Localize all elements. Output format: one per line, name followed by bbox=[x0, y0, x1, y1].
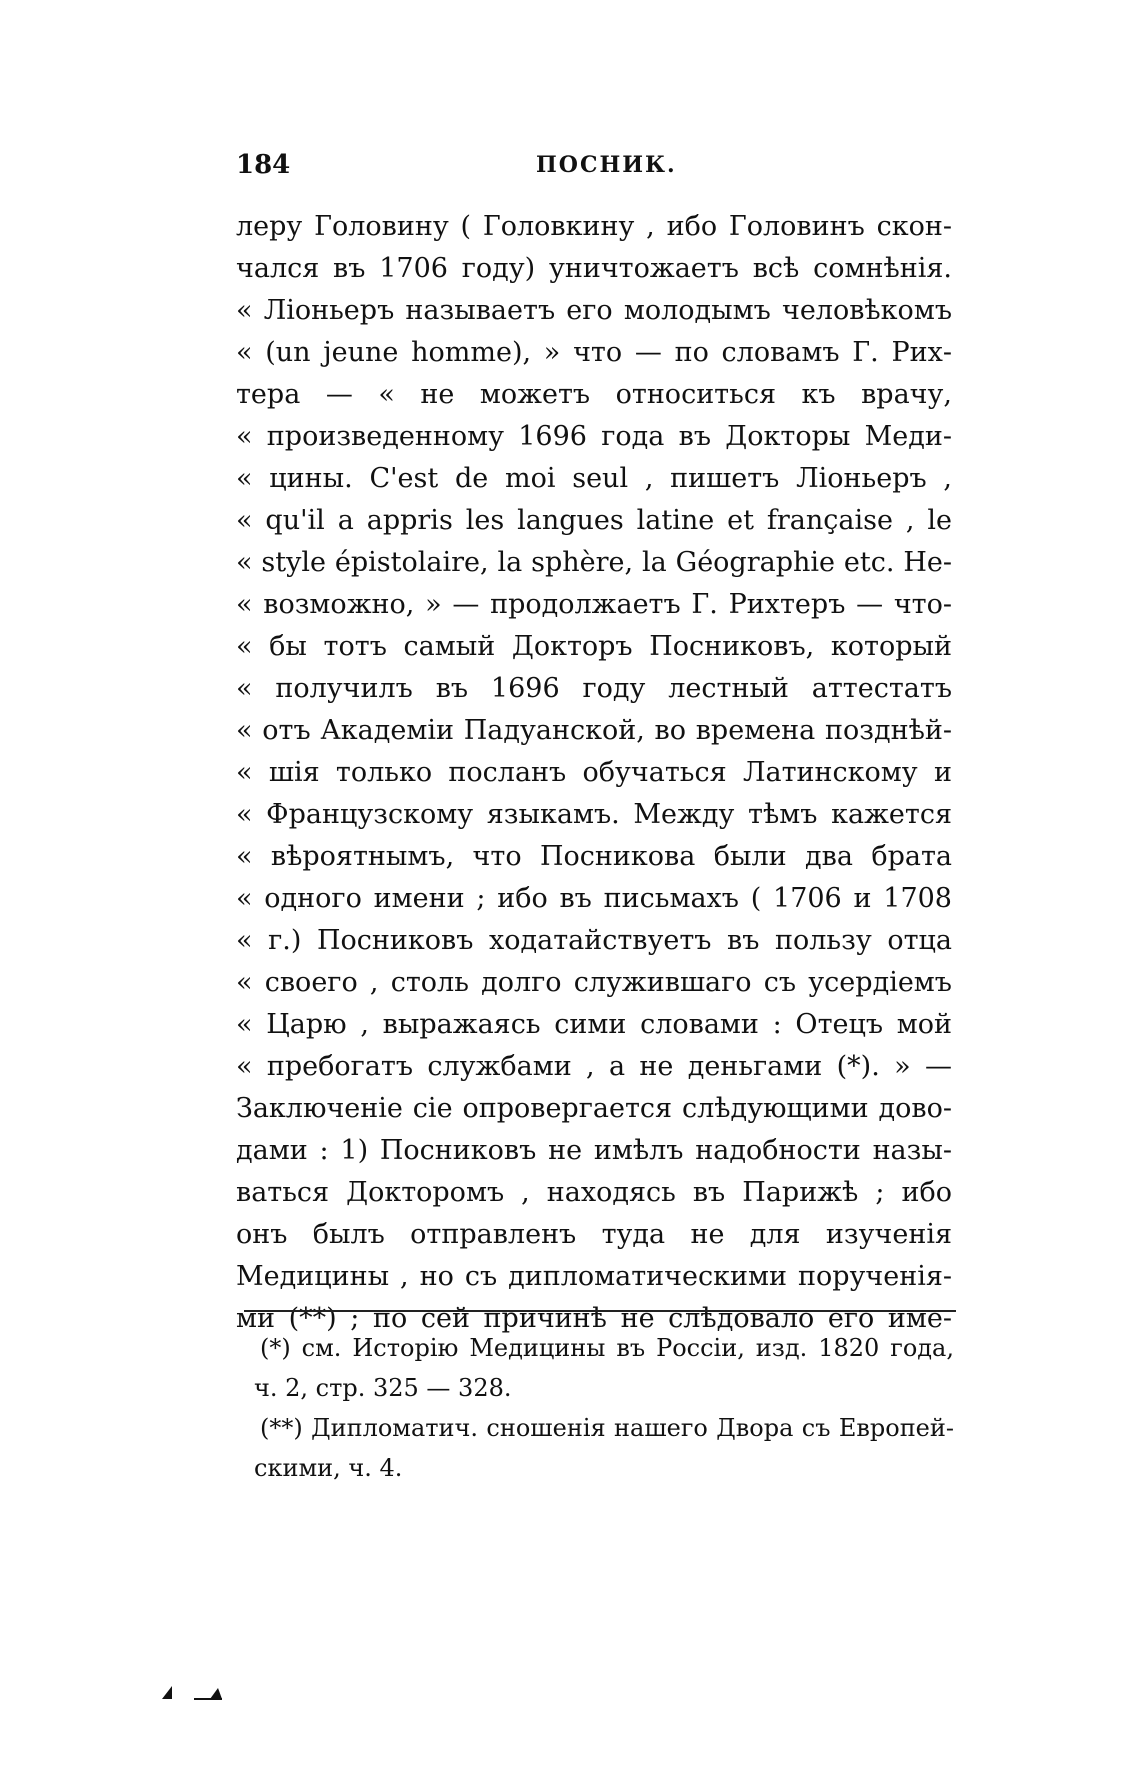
text-line: « пребогатъ службами , а не деньгами (*). » — bbox=[236, 1051, 952, 1082]
text-line: дами : 1) Посниковъ не имѣлъ надобности назы- bbox=[236, 1135, 952, 1166]
text-line: « Французскому языкамъ. Между тѣмъ кажется bbox=[236, 799, 952, 830]
text-line: « бы тотъ самый Докторъ Посниковъ, который bbox=[236, 631, 952, 662]
text-line: « г.) Посниковъ ходатайствуетъ въ пользу отца bbox=[236, 925, 952, 956]
text-line: « style épistolaire, la sphère, la Géographie etc. Не- bbox=[236, 547, 952, 578]
text-line: чался въ 1706 году) уничтожаетъ всѣ сомнѣнія. bbox=[236, 253, 952, 284]
text-line: « получилъ въ 1696 году лестный аттестатъ bbox=[236, 673, 952, 704]
text-line: « одного имени ; ибо въ письмахъ ( 1706 и 1708 bbox=[236, 883, 952, 914]
text-line: « qu'il a appris les langues latine et française , le bbox=[236, 505, 952, 536]
text-line: « (un jeune homme), » что — по словамъ Г. Рих- bbox=[236, 337, 952, 368]
footnote-line: (**) Дипломатич. сношенія нашего Двора съ Европей- bbox=[260, 1414, 954, 1442]
text-line: « вѣроятнымъ, что Посникова были два брата bbox=[236, 841, 952, 872]
text-line: ваться Докторомъ , находясь въ Парижѣ ; ибо bbox=[236, 1177, 952, 1208]
footnote-line: скими, ч. 4. bbox=[254, 1454, 403, 1482]
text-line: « Ліоньеръ называетъ его молодымъ человѣкомъ bbox=[236, 295, 952, 326]
text-line: тера — « не можетъ относиться къ врачу, bbox=[236, 379, 952, 410]
text-line: онъ былъ отправленъ туда не для изученія bbox=[236, 1219, 952, 1250]
scan-corner-mark-icon bbox=[160, 1684, 230, 1700]
page-number: 184 bbox=[236, 150, 291, 180]
running-head: ПОСНИК. bbox=[536, 152, 677, 178]
footnote-line: ч. 2, стр. 325 — 328. bbox=[254, 1374, 512, 1402]
text-line: « своего , столь долго служившаго съ усердіемъ bbox=[236, 967, 952, 998]
footnote-line: (*) см. Исторію Медицины въ Россіи, изд. 1820 года, bbox=[260, 1334, 954, 1362]
text-line: « отъ Академіи Падуанской, во времена позднѣй- bbox=[236, 715, 952, 746]
text-line: ми (**) ; по сей причинѣ не слѣдовало его име- bbox=[236, 1303, 952, 1334]
page-header bbox=[236, 150, 950, 186]
footnote-divider bbox=[244, 1310, 956, 1312]
footnotes bbox=[254, 1328, 954, 1488]
text-line: « Царю , выражаясь сими словами : Отецъ мой bbox=[236, 1009, 952, 1040]
body-text bbox=[236, 206, 952, 1340]
text-line: леру Головину ( Головкину , ибо Головинъ скон- bbox=[236, 211, 952, 242]
text-line: « шія только посланъ обучаться Латинскому и bbox=[236, 757, 952, 788]
text-line: Заключеніе сіе опровергается слѣдующими дово- bbox=[236, 1093, 952, 1124]
text-line: Медицины , но съ дипломатическими порученія- bbox=[236, 1261, 952, 1292]
text-line: « произведенному 1696 года въ Докторы Меди- bbox=[236, 421, 952, 452]
text-line: « возможно, » — продолжаетъ Г. Рихтеръ — что- bbox=[236, 589, 952, 620]
text-line: « цины. C'est de moi seul , пишетъ Ліоньеръ , bbox=[236, 463, 952, 494]
